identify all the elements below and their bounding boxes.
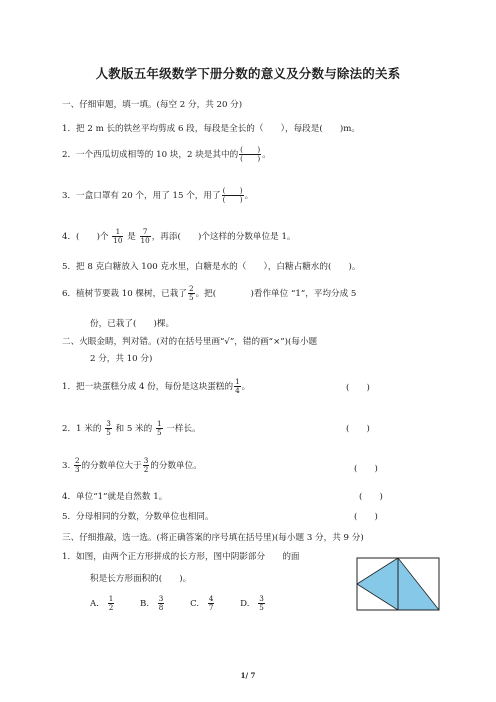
s1-question-3 xyxy=(62,187,253,204)
s2q2-f1-den: 5 xyxy=(106,428,111,437)
s1-question-1: 1．把 2 m 长的铁丝平均剪成 6 段，每段是全长的（ ），每段是( )m。 xyxy=(62,124,360,134)
s2-answer-blank-3[interactable]: ( ) xyxy=(354,464,378,474)
q6-f-num: 2 xyxy=(189,284,194,293)
shaded-triangle-left xyxy=(357,558,398,610)
q4-f2-den: 10 xyxy=(140,236,150,245)
q4-fraction-2 xyxy=(140,228,151,245)
s1-question-6-cont: 份，已栽了( )棵。 xyxy=(90,319,175,329)
option-b-den: 8 xyxy=(158,603,164,612)
s2q3-text-a: 3. xyxy=(62,461,71,471)
option-a-num: 1 xyxy=(108,594,114,603)
s2q1-den: 4 xyxy=(235,386,240,395)
q4-text-a: 4．( )个 xyxy=(62,232,109,242)
s1-question-2 xyxy=(62,146,271,163)
s2q2-text-a: 2．1 米的 xyxy=(62,424,102,434)
option-c[interactable] xyxy=(190,594,218,612)
s2q1-num: 1 xyxy=(235,377,240,386)
q3-fraction-blank xyxy=(222,187,244,204)
s2-question-3 xyxy=(62,457,202,474)
option-a[interactable] xyxy=(90,594,118,612)
s2-question-2 xyxy=(62,420,201,437)
s2q3-f2-num: 3 xyxy=(143,456,149,465)
q2-fraction-blank xyxy=(239,146,261,163)
option-b[interactable] xyxy=(140,594,168,612)
s2q2-f2-den: 5 xyxy=(156,428,162,437)
s2q3-fraction-2 xyxy=(143,457,150,474)
option-d-label: D. xyxy=(240,599,250,609)
option-b-fraction xyxy=(158,595,165,612)
s2q3-text-b: 的分数单位大于 xyxy=(81,461,142,471)
s2q2-text-c: 一样长。 xyxy=(166,424,201,434)
q3-end: 。 xyxy=(244,191,254,201)
q2-numerator-blank: ( ) xyxy=(240,145,261,154)
q3-denominator-blank: ( ) xyxy=(222,195,243,204)
section2-heading: 二、火眼金睛，判对错。(对的在括号里画“√”，错的画“×”)(每小题 xyxy=(62,337,318,347)
s2-question-1 xyxy=(62,378,250,395)
q6-text-b: 。把( )看作单位 “1”，平均分成 5 xyxy=(195,289,357,299)
s2-answer-blank-1[interactable]: ( ) xyxy=(346,383,370,393)
page-number: 1/ 7 xyxy=(240,671,256,680)
section1-heading: 一、仔细审题，填一填。(每空 2 分，共 20 分) xyxy=(62,100,243,110)
s1-question-6 xyxy=(62,285,356,302)
s2-answer-blank-2[interactable]: ( ) xyxy=(346,424,370,434)
s2q1-end: 。 xyxy=(241,382,251,392)
shaded-rectangle-figure xyxy=(356,557,440,611)
s2q3-f1-den: 3 xyxy=(74,465,80,474)
section2-heading-cont: 2 分，共 10 分) xyxy=(90,354,153,364)
option-d[interactable] xyxy=(240,594,266,612)
q6-fraction xyxy=(188,285,195,302)
option-b-num: 3 xyxy=(158,594,164,603)
q4-f2-num: 7 xyxy=(140,228,151,237)
s2q3-text-c: 的分数单位。 xyxy=(150,461,202,471)
option-d-den: 5 xyxy=(259,603,264,612)
section3-heading: 三、仔细推敲，选一选。(将正确答案的序号填在括号里)(每小题 3 分，共 9 分) xyxy=(62,533,364,543)
s2q2-f2-num: 1 xyxy=(156,419,162,428)
option-a-den: 2 xyxy=(108,603,114,612)
option-c-den: 7 xyxy=(208,603,214,612)
option-a-fraction xyxy=(108,595,115,612)
s2-answer-blank-4[interactable]: ( ) xyxy=(359,492,383,502)
s2q1-fraction xyxy=(234,378,241,395)
s2-answer-blank-5[interactable]: ( ) xyxy=(354,512,378,522)
q2-text: 2．一个西瓜切成相等的 10 块，2 块是其中的 xyxy=(62,150,239,160)
q2-denominator-blank: ( ) xyxy=(240,154,261,163)
s1-question-4 xyxy=(62,228,296,245)
s2q2-fraction-2 xyxy=(156,420,163,437)
q4-text-c: ，再添( )个这样的分数单位是 1。 xyxy=(151,232,296,242)
option-d-fraction xyxy=(258,595,265,612)
q4-text-b: 是 xyxy=(127,232,136,242)
option-c-fraction xyxy=(208,595,215,612)
q2-end: 。 xyxy=(262,150,271,160)
q6-text-a: 6．植树节要栽 10 棵树，已栽了 xyxy=(62,289,187,299)
s2q1-text: 1．把一块蛋糕分成 4 份，每份是这块蛋糕的 xyxy=(62,382,234,392)
q6-f-den: 5 xyxy=(189,293,194,302)
s2q3-fraction-1 xyxy=(74,457,81,474)
s2q3-f1-num: 2 xyxy=(74,456,80,465)
s1-question-5: 5．把 8 克白糖放入 100 克水里，白糖是水的（ ），白糖占糖水的( )。 xyxy=(62,262,361,272)
page-title: 人教版五年级数学下册分数的意义及分数与除法的关系 xyxy=(95,66,401,81)
s2-question-4: 4．单位“1”就是自然数 1。 xyxy=(62,492,168,502)
s3-options xyxy=(90,595,266,612)
option-c-num: 4 xyxy=(208,594,214,603)
q4-fraction-1 xyxy=(112,228,123,245)
s2-question-5: 5．分母相同的分数，分数单位也相同。 xyxy=(62,512,214,522)
s2q2-text-b: 和 5 米的 xyxy=(115,424,153,434)
q4-f1-num: 1 xyxy=(112,228,123,237)
s3-question-1: 1．如图，由两个正方形拼成的长方形，图中阴影部分 的面 xyxy=(62,552,300,562)
q3-text: 3．一盒口罩有 20 个，用了 15 个，用了 xyxy=(62,191,221,201)
q3-numerator-blank: ( ) xyxy=(222,186,243,195)
q4-f1-den: 10 xyxy=(113,236,123,245)
s3-question-1-cont: 积是长方形面积的( )。 xyxy=(90,574,192,584)
option-a-label: A. xyxy=(90,599,99,609)
s2q2-fraction-1 xyxy=(105,420,112,437)
option-c-label: C. xyxy=(190,599,200,609)
option-d-num: 3 xyxy=(259,594,264,603)
option-b-label: B. xyxy=(140,599,150,609)
s2q2-f1-num: 3 xyxy=(106,419,111,428)
s2q3-f2-den: 2 xyxy=(143,465,149,474)
